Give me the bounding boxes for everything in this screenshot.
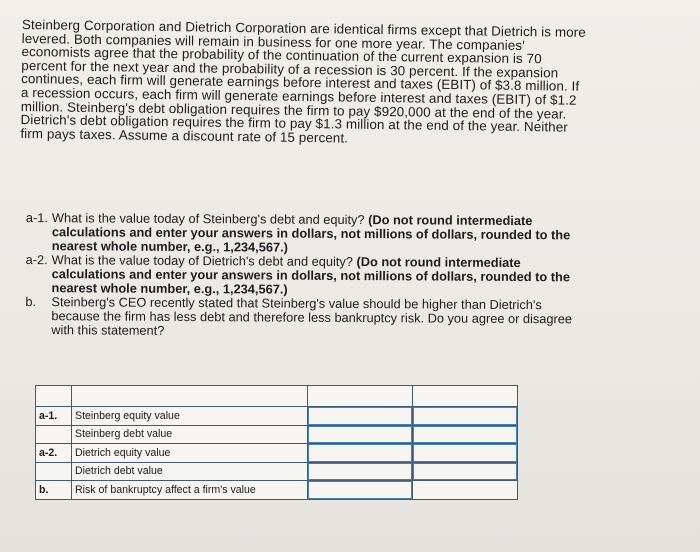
steinberg-debt-input-2[interactable]	[413, 426, 517, 444]
row-label: a-2.	[36, 444, 72, 463]
row-description: Dietrich equity value	[72, 444, 308, 463]
problem-paragraph: Steinberg Corporation and Dietrich Corporation are identical firms except that Dietrich is more levered. Both companies will remain in business for one more year. The companies' economists agree that the probability of the continuation of the current expansion is 70 percent for the next year and the probability of a recession is 30 percent. If the expansion continues, each firm will generate earnings before interest and taxes (EBIT) of $3.8 million. If a recession occurs, each firm will generate earnings before interest and taxes (EBIT) of $1.2 million. Steinberg's debt obligation requires the firm to pay $920,000 at the end of the year. Dietrich's debt obligation requires the firm to pay $1.3 million at the end of the year. Neither firm pays taxes. Assume a discount rate of 15 percent.	[20, 17, 586, 146]
row-description: Dietrich debt value	[72, 462, 308, 481]
row-label: a-1.	[36, 407, 72, 426]
header-cell	[36, 386, 72, 407]
dietrich-equity-input-2[interactable]	[413, 444, 517, 462]
table-header-row	[36, 386, 518, 407]
bankruptcy-risk-select[interactable]	[308, 481, 412, 499]
row-description: Steinberg debt value	[72, 425, 308, 444]
table-row	[36, 407, 518, 426]
header-cell	[72, 386, 308, 407]
steinberg-equity-input-2[interactable]	[413, 407, 517, 425]
question-a1	[26, 211, 586, 256]
table-row	[36, 462, 518, 481]
question-text: What is the value today of Dietrich's debt and equity?	[51, 252, 353, 269]
row-label	[36, 425, 72, 444]
header-cell	[413, 386, 518, 407]
dietrich-equity-input[interactable]	[308, 444, 412, 462]
row-description: Steinberg equity value	[72, 407, 308, 426]
question-b	[25, 295, 585, 340]
question-instructions: (Do not round intermediate calculations and enter your answers in dollars, not millions of dollars, rounded to the nearest whole number, e.g., 1,234,567.)	[51, 212, 571, 255]
dietrich-debt-input-2[interactable]	[413, 463, 517, 481]
question-number: b.	[25, 293, 37, 310]
row-label	[36, 462, 72, 481]
row-description: Risk of bankruptcy affect a firm's value	[72, 481, 308, 500]
question-number: a-1.	[25, 210, 49, 226]
questions-list	[25, 211, 586, 340]
steinberg-debt-input[interactable]	[308, 426, 412, 444]
row-label: b.	[36, 481, 72, 500]
question-number: a-2.	[25, 251, 48, 268]
table-row	[36, 425, 518, 444]
table-row	[36, 444, 518, 463]
table-row	[36, 481, 518, 500]
question-text: What is the value today of Steinberg's debt and equity?	[51, 210, 365, 228]
steinberg-equity-input[interactable]	[308, 407, 412, 425]
question-text: Steinberg's CEO recently stated that Steinberg's value should be higher than Dietrich's because the firm has less debt and therefore less bankruptcy risk. Do you agree or disagree with this statement?	[51, 294, 573, 338]
question-a2	[25, 253, 585, 298]
header-cell	[308, 386, 413, 407]
dietrich-debt-input[interactable]	[308, 463, 412, 481]
answer-table	[35, 385, 518, 500]
question-instructions: (Do not round intermediate calculations and enter your answers in dollars, not millions of dollars, rounded to the nearest whole number, e.g., 1,234,567.)	[51, 254, 571, 297]
